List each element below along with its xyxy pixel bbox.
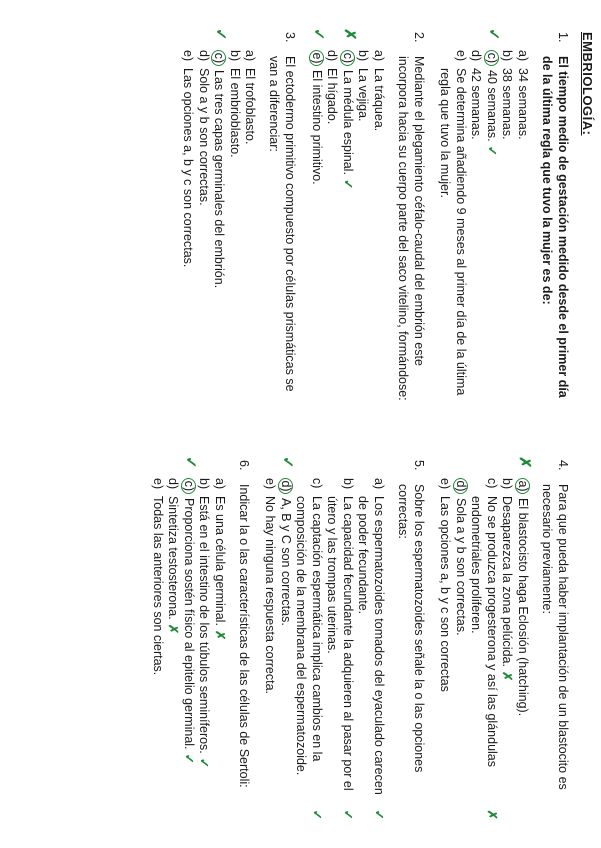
option-list [180,28,258,402]
option-letter: a) [516,50,530,62]
option-item [212,478,228,820]
option-text: 40 semanas. [485,70,499,142]
option-letter: b) [500,50,515,62]
grading-mark: ✓ [372,809,386,820]
option-item [262,478,278,820]
option-letter: c) [484,50,499,66]
option-letter: d) [278,478,293,494]
check-mark-icon: ✓ [182,456,199,469]
option-letter: c) [340,50,355,66]
option-item [355,50,371,402]
option-text: El hígado. [325,68,340,125]
option-text: La capacidad fecundante la adquieren al pasar por el útero y las trompas uterinas. [325,496,355,791]
question-number: 2. [412,32,426,43]
option-item [324,50,340,402]
question-number: 6. [237,460,251,471]
question-2 [309,28,428,402]
option-item [468,478,499,820]
option-text: A, B y C son correctas. [279,498,293,626]
option-letter: d) [197,50,211,62]
grading-mark: ✓ [182,753,196,765]
option-text: El trofoblasto. [243,68,258,145]
right-column [140,456,572,820]
option-text: 38 semanas. [500,68,515,140]
option-text: Todas las anteriores son ciertas. [151,496,165,676]
question-text: El tiempo medio de gestación medido desde el primer día de la última regla que tuvo la mujer es de: [540,56,570,398]
option-letter: c) [310,478,324,489]
option-text: No hay ninguna respuesta correcta. [263,496,278,695]
option-letter: e) [454,50,468,62]
option-item [437,50,468,402]
question-4 [437,456,571,820]
option-text: La captación espermática implica cambios en la composición de la membrana del espermatozoide. [294,496,324,776]
grading-mark: ✗ [500,670,515,682]
option-letter: d) [325,50,340,62]
question-number: 3. [283,32,298,43]
grading-mark: ✗ [213,629,227,641]
question-3 [180,28,299,402]
option-item [484,28,502,402]
option-text: Proporciona sostén físico al epitelio germinal. [182,498,196,750]
option-item [515,456,533,820]
question-number: 1. [556,32,570,43]
option-text: La tráquea. [372,68,386,132]
option-text: No se produzca progesterona y así las glándulas endometriales proliferen. [469,496,499,767]
option-item [340,28,358,402]
option-text: Los espermatozoides tomados del eyaculado carecen de poder fecundante. [356,496,386,795]
option-text: Sintetiza testosterona. [166,496,181,620]
question-text: Sobre los espermatozoides señale la o las opciones correctas: [396,484,426,773]
option-item [278,456,296,820]
page-title: EMBRIOLOGÍA: [580,32,595,136]
check-mark-icon: ✓ [310,28,327,41]
option-list [309,28,387,402]
option-letter: c) [485,478,499,489]
option-letter: b) [197,478,212,490]
option-item [293,478,324,820]
grading-mark: ✓ [485,145,499,157]
question-text: Mediante el plegamiento céfalo-caudal del embrión este incorpora hacia su cuerpo parte del saco vitelino, formándose: [396,56,426,401]
option-text: La médula espinal. [341,70,355,175]
grading-mark: ✓ [197,757,212,769]
option-letter: e) [309,50,324,66]
option-text: La vejiga. [356,68,371,122]
option-item [242,50,258,402]
option-item [180,50,196,402]
cross-mark-icon: ✗ [516,456,533,469]
check-mark-icon: ✓ [279,456,296,469]
option-item [150,478,166,820]
grading-mark: ✓ [341,178,355,190]
option-text: 34 semanas. [516,68,530,140]
option-text: Es una célula germinal. [213,496,227,626]
grading-mark: ✗ [166,623,181,635]
option-letter: b) [341,478,355,490]
option-list [437,456,533,820]
option-item [499,50,515,402]
option-item [324,478,355,820]
option-letter: e) [151,478,165,490]
option-letter: c) [181,478,196,494]
option-text: Las opciones a, b y c son correctas. [181,68,196,268]
grading-mark: ✓ [310,809,324,820]
option-item [165,478,181,820]
option-letter: e) [263,478,278,490]
option-letter: a) [213,478,227,490]
left-column [170,28,571,402]
option-text: 42 semanas. [469,68,484,140]
option-text: Desaparezca la zona pelúcida. [500,496,515,667]
option-item [211,28,230,402]
option-letter: b) [356,50,371,62]
question-number: 5. [412,460,426,471]
option-item [196,50,212,402]
option-item [437,478,453,820]
option-item [499,478,515,820]
check-mark-icon: ✓ [212,28,230,41]
option-text: Las opciones a, b y c son correctas [438,496,453,692]
option-item [181,456,199,820]
question-1 [437,28,571,402]
cross-mark-icon: ✗ [341,28,358,41]
option-text: Se determina añadiendo 9 meses al primer día de la última regla que tuvo la mujer. [438,68,468,396]
option-item [196,478,212,820]
option-text: El intestino primitivo. [310,70,324,185]
option-letter: a) [243,50,258,62]
option-letter: d) [166,478,181,490]
option-list [262,456,386,820]
option-letter: a) [515,478,530,494]
option-text: El blastocisto haga Eclosión (hatching). [516,498,530,717]
option-item [468,50,484,402]
option-letter: a) [372,50,386,62]
option-item [515,50,531,402]
question-number: 4. [556,460,570,471]
option-letter: c) [212,50,227,66]
grading-mark: ✗ [485,809,499,820]
option-text: El embrioblasto. [228,68,242,158]
option-letter: b) [228,50,242,62]
check-mark-icon: ✓ [485,28,502,41]
option-letter: a) [372,478,386,490]
option-letter: b) [500,478,515,490]
question-5 [262,456,427,820]
option-item [371,50,387,402]
option-letter: e) [181,50,196,62]
option-text: Solo a y b son correctas. [197,68,211,206]
question-text: Indicar la o las características de las células de Sertoli: [237,484,251,788]
option-text: Está en el intestino de los túbulos seminíferos. [197,496,212,754]
option-letter: d) [469,50,484,62]
question-6 [150,456,253,820]
question-text: Para que pueda haber implantación de un blastocito es necesario previamente: [540,484,570,790]
option-text: Sola a y b son correctas. [454,498,468,636]
option-text: Las tres capas germinales del embrión. [212,70,227,289]
option-item [355,478,386,820]
option-list [437,28,530,402]
option-item [227,50,243,402]
option-item [453,478,469,820]
question-text: El ectodermo primitivo compuesto por células prismáticas se van a diferenciar: [267,56,298,392]
option-letter: e) [438,478,453,490]
option-letter: d) [453,478,468,494]
grading-mark: ✓ [341,809,355,820]
option-item [309,28,327,402]
option-list [150,456,228,820]
